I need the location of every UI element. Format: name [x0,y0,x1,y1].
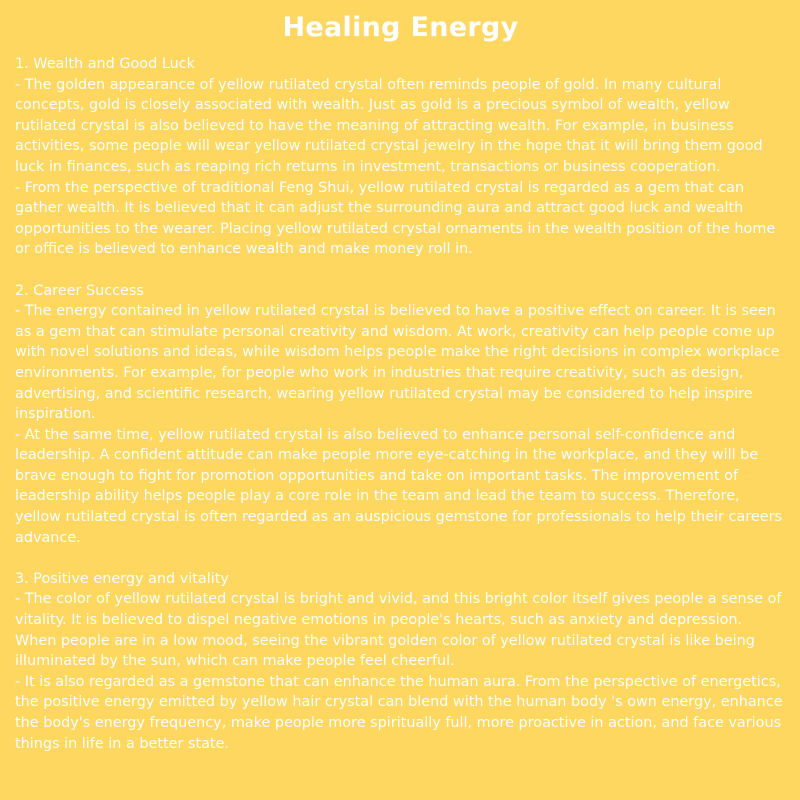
page-title: Healing Energy [282,12,519,43]
section-paragraph: - The energy contained in yellow rutilated crystal is believed to have a positive effect on career. It is seen as a gem that can stimulate personal creativity and wisdom. At work, creativity can help people come up with novel solutions and ideas, while wisdom helps people make the right decisions in complex workplace environments. For example, for people who work in industries that require creativity, such as design, advertising, and scientific research, wearing yellow rutilated crystal may be considered to help inspire inspiration. [15,303,780,423]
section-paragraph: - From the perspective of traditional Feng Shui, yellow rutilated crystal is regarded as a gem that can gather wealth. It is believed that it can adjust the surrounding aura and attract good luck and wealth opportunities to the wearer. Placing yellow rutilated crystal ornaments in the wealth position of the home or office is believed to enhance wealth and make money roll in. [15,179,776,258]
section-heading: 2. Career Success [15,282,144,299]
section-paragraph: - The golden appearance of yellow rutilated crystal often reminds people of gold. In many cultural concepts, gold is closely associated with wealth. Just as gold is a precious symbol of wealth, yellow rutilated crystal is also believed to have the meaning of attracting wealth. For example, in business activities, some people will wear yellow rutilated crystal jewelry in the hope that it will bring them good luck in finances, such as reaping rich returns in investment, transactions or business cooperation. [15,76,763,175]
content [15,54,786,754]
section-career [15,281,786,549]
section-paragraph: - At the same time, yellow rutilated crystal is also believed to enhance personal self-confidence and leadership. A confident attitude can make people more eye-catching in the workplace, and they will be brave enough to fight for promotion opportunities and take on important tasks. The improvement of leadership ability helps people play a core role in the team and lead the team to success. Therefore, yellow rutilated crystal is often regarded as an auspicious gemstone for professionals to help their careers advance. [15,426,783,546]
section-heading: 1. Wealth and Good Luck [15,56,195,72]
section-wealth [15,54,786,260]
section-paragraph: - It is also regarded as a gemstone that can enhance the human aura. From the perspective of energetics, the positive energy emitted by yellow hair crystal can blend with the human body 's own energy, enhance the body's energy frequency, make people more spiritually full, more proactive in action, and face various things in life in a better state. [15,673,783,752]
section-vitality [15,569,786,754]
section-heading: 3. Positive energy and vitality [15,570,229,587]
section-paragraph: - The color of yellow rutilated crystal is bright and vivid, and this bright color itself gives people a sense of vitality. It is believed to dispel negative emotions in people's hearts, such as anxiety and depression. When people are in a low mood, seeing the vibrant golden color of yellow rutilated crystal is like being illuminated by the sun, which can make people feel cheerful. [15,591,782,670]
